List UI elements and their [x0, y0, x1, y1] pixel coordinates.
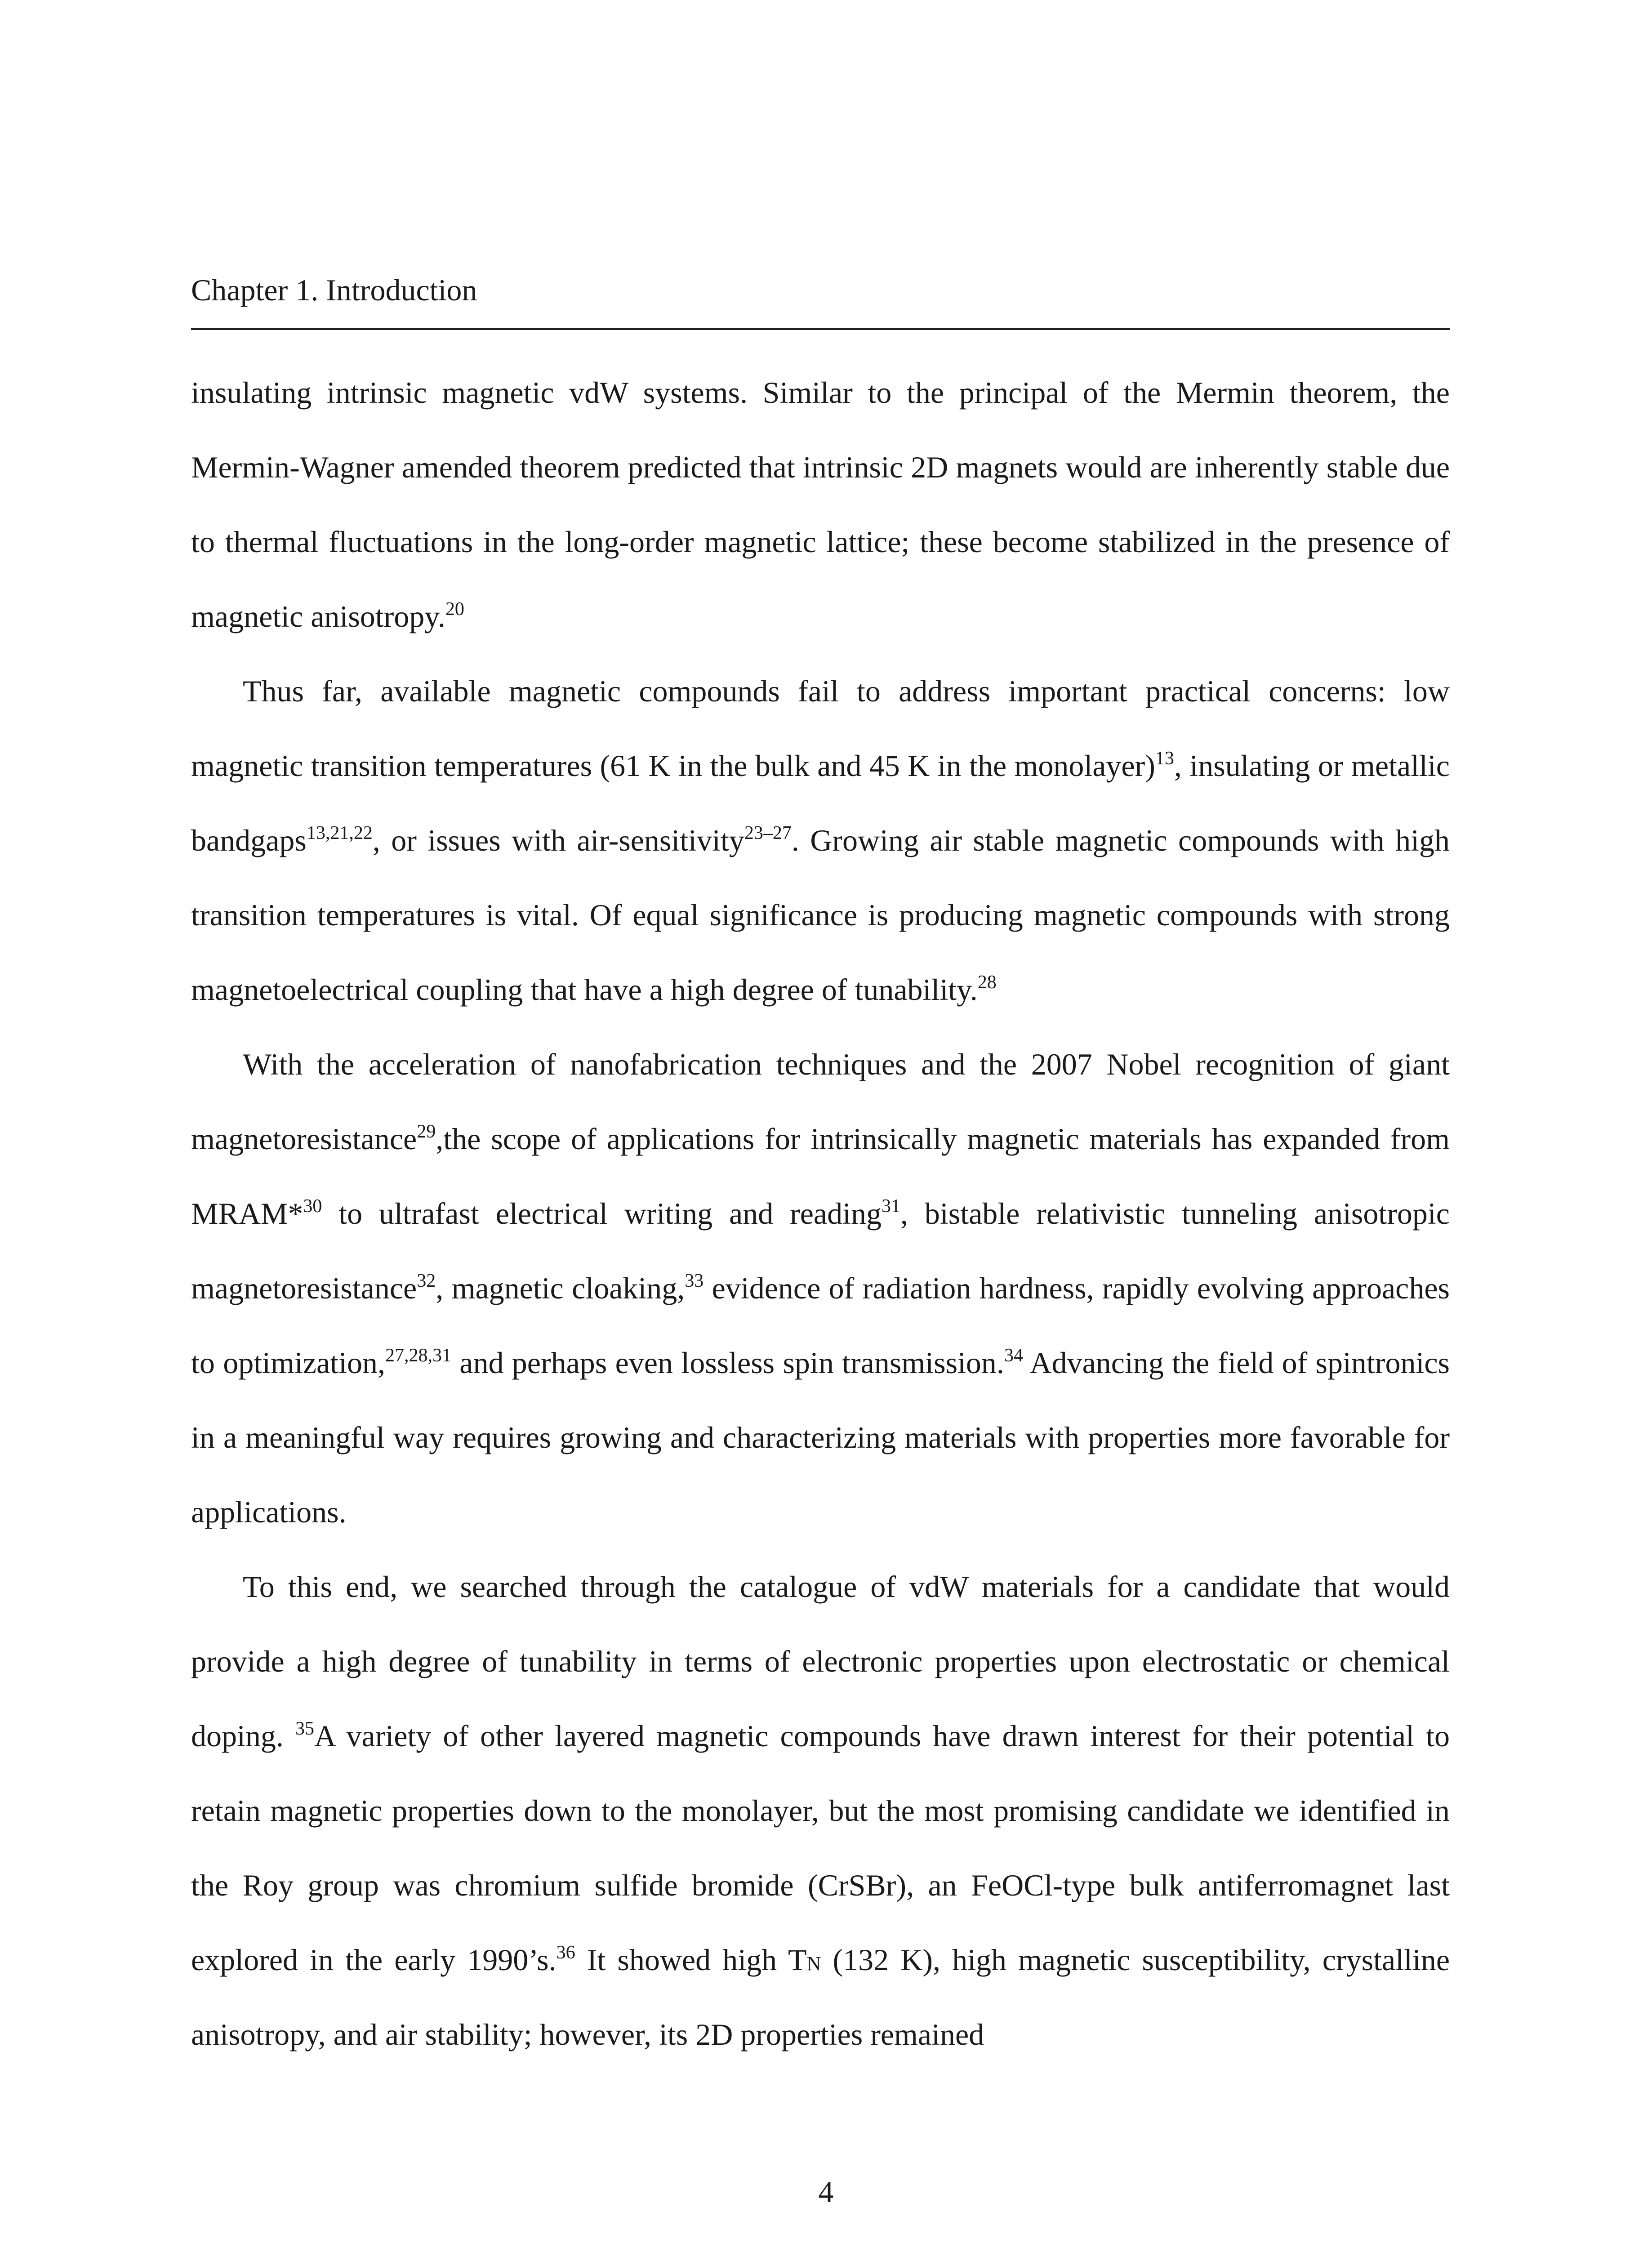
paragraph-2-text-1: Thus far, available magnetic compounds fail to address important practical concerns: low magnetic transition temperatures (61 K in the bulk and 45 K in the monolayer) [191, 674, 1450, 783]
paragraph-3-text-3: to ultrafast electrical writing and reading [322, 1196, 882, 1231]
citation-23-27: 23–27 [744, 822, 792, 843]
paragraph-1-text-1: insulating intrinsic magnetic vdW systems. Similar to the principal of the Mermin theorem, the Mermin-Wagner amended theorem predicted that intrinsic 2D magnets would are inherently stable due to thermal fluctuations in the long-order magnetic lattice; these become stabilized in the presence of magnetic anisotropy. [191, 375, 1450, 633]
paragraph-3-text-2: ,the scope of applications for intrinsically magnetic materials has expanded from MRAM* [191, 1122, 1450, 1231]
paragraph-4 [191, 1549, 1450, 2072]
running-header: Chapter 1. Introduction [191, 273, 477, 307]
paragraph-3-text-1: With the acceleration of nanofabrication techniques and the 2007 Nobel recognition of giant magnetoresistance [191, 1047, 1450, 1156]
citation-31: 31 [881, 1195, 900, 1217]
body-text [191, 355, 1450, 2072]
citation-27-28-31: 27,28,31 [385, 1345, 451, 1366]
citation-13-21-22: 13,21,22 [306, 822, 373, 843]
citation-13: 13 [1155, 748, 1174, 769]
neel-subscript: N [806, 1953, 821, 1975]
paragraph-4-text-1: To this end, we searched through the catalogue of vdW materials for a candidate that would provide a high degree of tunability in terms of electronic properties upon electrostatic or chemical doping. [191, 1570, 1450, 1753]
citation-35: 35 [295, 1718, 315, 1739]
paragraph-3-text-7: and perhaps even lossless spin transmission. [451, 1346, 1004, 1380]
paragraph-2-text-2: , insulating or metallic bandgaps [191, 749, 1450, 857]
paragraph-3-text-6: evidence of radiation hardness, rapidly evolving approaches to optimization, [191, 1271, 1450, 1380]
citation-29: 29 [417, 1121, 436, 1142]
citation-32: 32 [417, 1270, 436, 1291]
citation-28: 28 [977, 972, 997, 993]
paragraph-1 [191, 355, 1450, 654]
paragraph-3-text-5: , magnetic cloaking, [436, 1271, 685, 1305]
header-rule [191, 328, 1450, 330]
citation-36: 36 [556, 1942, 575, 1963]
paragraph-2-text-4: . Growing air stable magnetic compounds with high transition temperatures is vital. Of equal significance is producing magnetic compounds with strong magnetoelectrical coupling that have a high degree of tunability. [191, 823, 1450, 1007]
page-number: 4 [818, 2175, 834, 2209]
paragraph-3-text-8: Advancing the field of spintronics in a meaningful way requires growing and characterizing materials with properties more favorable for applications. [191, 1346, 1450, 1529]
paragraph-2-text-3: , or issues with air-sensitivity [372, 823, 744, 857]
citation-33: 33 [685, 1270, 704, 1291]
paragraph-2 [191, 654, 1450, 1027]
paragraph-3-text-4: , bistable relativistic tunneling anisotropic magnetoresistance [191, 1196, 1450, 1305]
citation-34: 34 [1004, 1345, 1023, 1366]
paragraph-4-text-2: A variety of other layered magnetic compounds have drawn interest for their potential to retain magnetic properties down to the monolayer, but the most promising candidate we identified in the Roy group was chromium sulfide bromide (CrSBr), an FeOCl-type bulk antiferromagnet last explored in the early 1990’s. [191, 1719, 1450, 1977]
paragraph-3 [191, 1027, 1450, 1549]
citation-30: 30 [303, 1195, 322, 1217]
citation-20: 20 [445, 598, 464, 620]
paragraph-4-text-4: (132 K), high magnetic susceptibility, crystalline anisotropy, and air stability; however, its 2D properties remained [191, 1943, 1450, 2052]
paragraph-4-text-3: It showed high T [575, 1943, 807, 1977]
